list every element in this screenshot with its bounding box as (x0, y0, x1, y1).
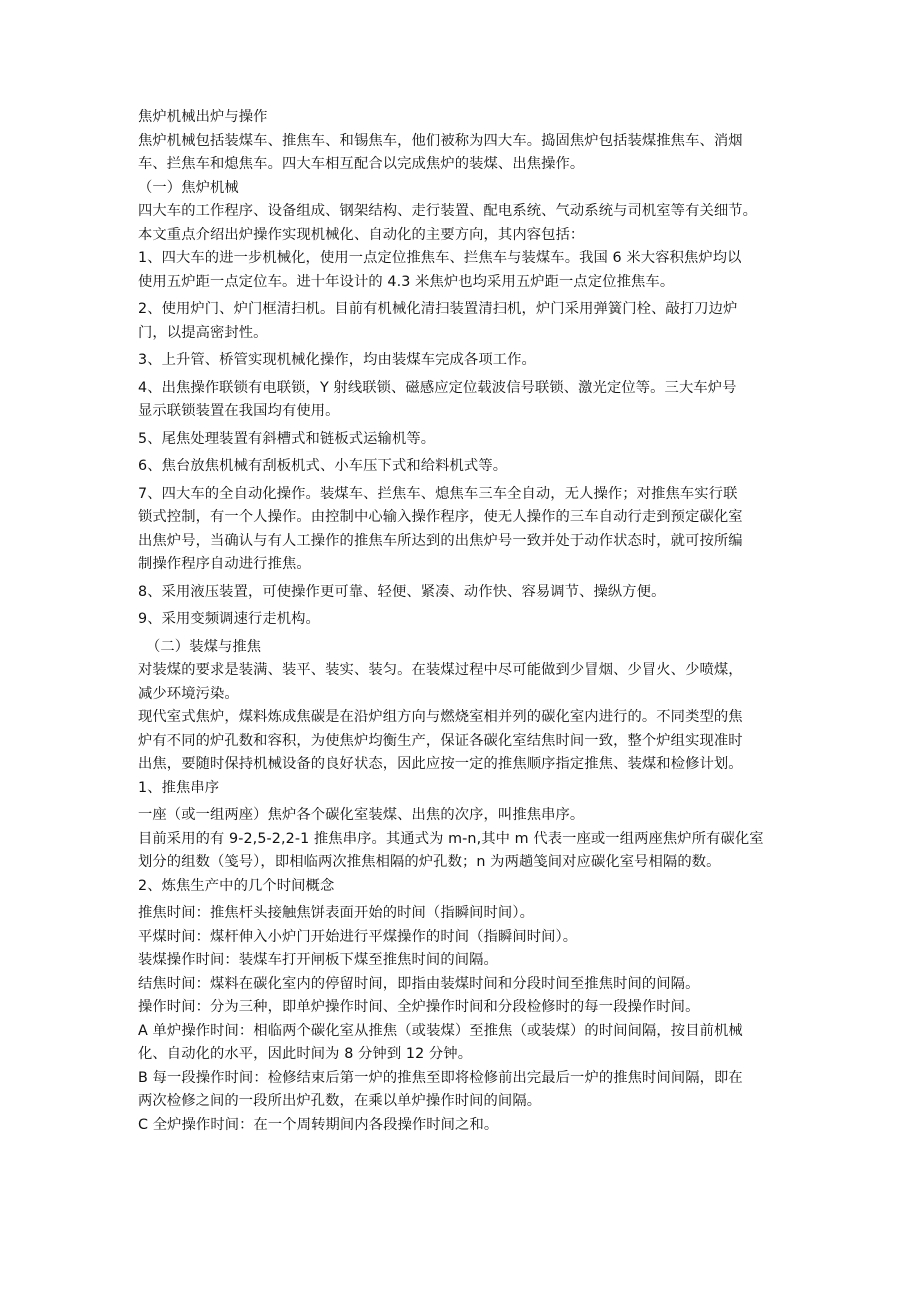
section-heading: （二）装煤与推焦 (146, 638, 262, 655)
document-page (138, 106, 798, 1137)
paragraph-line: C 全炉操作时间：在一个周转期间内各段操作时间之和。 (138, 1116, 499, 1133)
subsection-heading: 2、炼焦生产中的几个时间概念 (138, 877, 335, 894)
list-item-line: 制操作程序自动进行推焦。 (138, 556, 311, 572)
list-item-line: 7、四大车的全自动化操作。装煤车、拦焦车、熄焦车三车全自动，无人操作；对推焦车实行联 (138, 485, 738, 502)
list-item-line: 5、尾焦处理装置有斜槽式和链板式运输机等。 (138, 430, 436, 447)
paragraph-line: B 每一段操作时间：检修结束后第一炉的推焦至即将检修前出完最后一炉的推焦时间间隔，即在 (138, 1069, 743, 1086)
paragraph-line: 现代室式焦炉，煤料炼成焦碳是在沿炉组方向与燃烧室相并列的碳化室内进行的。不同类型的焦 (138, 709, 743, 725)
list-item-line: 锁式控制，有一个人操作。由控制中心输入操作程序，使无人操作的三车自动行走到预定碳化室 (138, 509, 743, 525)
paragraph-line: 一座（或一组两座）焦炉各个碳化室装煤、出焦的次序，叫推焦串序。 (138, 807, 585, 823)
paragraph-line: 划分的组数（笺号），即相临两次推焦相隔的炉孔数；n 为两趟笺间对应碳化室号相隔的数。 (138, 854, 721, 870)
paragraph-line: 出焦，要随时保持机械设备的良好状态，因此应按一定的推焦顺序指定推焦、装煤和检修计划。 (138, 756, 743, 772)
paragraph-line: 焦炉机械包括装煤车、推焦车、和锡焦车，他们被称为四大车。捣固焦炉包括装煤推焦车、消烟 (138, 132, 743, 149)
list-item-line: 6、焦台放焦机械有刮板机式、小车压下式和给料机式等。 (138, 458, 508, 474)
paragraph-line: 炉有不同的炉孔数和容积，为使焦炉均衡生产，保证各碳化室结焦时间一致，整个炉组实现准时 (138, 732, 743, 749)
list-item-line: 4、出焦操作联锁有电联锁，Y 射线联锁、磁感应定位载波信号联锁、激光定位等。三大车炉号 (138, 379, 737, 396)
paragraph-line: 减少环境污染。 (138, 685, 239, 702)
paragraph-line: 对装煤的要求是装满、装平、装实、装匀。在装煤过程中尽可能做到少冒烟、少冒火、少喷煤， (138, 662, 743, 678)
list-item-line: 1、四大车的进一步机械化，使用一点定位推焦车、拦焦车与装煤车。我国 6 米大容积焦炉均以 (138, 250, 742, 266)
list-item-line: 9、采用变频调速行走机构。 (138, 611, 320, 627)
paragraph-line: 化、自动化的水平，因此时间为 8 分钟到 12 分钟。 (138, 1046, 473, 1062)
document-title: 焦炉机械出炉与操作 (138, 109, 268, 125)
list-item-line: 8、采用液压装置，可使操作更可靠、轻便、紧凑、动作快、容易调节、操纵方便。 (138, 583, 666, 600)
list-item-line: 显示联锁装置在我国均有使用。 (138, 403, 340, 419)
paragraph-line: 平煤时间：煤杆伸入小炉门开始进行平煤操作的时间（指瞬间时间）。 (138, 928, 578, 945)
list-item-line: 3、上升管、桥管实现机械化操作，均由装煤车完成各项工作。 (138, 352, 536, 368)
list-item-line: 2、使用炉门、炉门框清扫机。目前有机械化清扫装置清扫机，炉门采用弹簧门栓、敲打刀边炉 (138, 301, 738, 317)
paragraph-line: 四大车的工作程序、设备组成、钢架结构、走行装置、配电系统、气动系统与司机室等有关细节。 (138, 203, 758, 219)
paragraph-line: 操作时间：分为三种，即单炉操作时间、全炉操作时间和分段检修时的每一段操作时间。 (138, 999, 700, 1015)
list-item-line: 门，以提高密封性。 (138, 324, 268, 341)
paragraph-line: 车、拦焦车和熄焦车。四大车相互配合以完成焦炉的装煤、出焦操作。 (138, 156, 585, 172)
list-item-line: 使用五炉距一点定位车。进十年设计的 4.3 米焦炉也均采用五炉距一点定位推焦车。 (138, 273, 675, 290)
paragraph-line: 目前采用的有 9-2,5-2,2-1 推焦串序。其通式为 m-n,其中 m 代表一座或一组两座焦炉所有碳化室 (138, 830, 764, 847)
list-item-line: 出焦炉号，当确认与有人工操作的推焦车所达到的出焦炉号一致并处于动作状态时，就可按所编 (138, 532, 743, 549)
paragraph-line: 两次检修之间的一段所出炉孔数，在乘以单炉操作时间的间隔。 (138, 1093, 542, 1109)
subsection-heading: 1、推焦串序 (138, 779, 220, 796)
section-heading: （一）焦炉机械 (138, 179, 239, 196)
paragraph-line: 结焦时间：煤料在碳化室内的停留时间，即指由装煤时间和分段时间至推焦时间的间隔。 (138, 975, 700, 992)
paragraph-line: 装煤操作时间：装煤车打开闸板下煤至推焦时间的间隔。 (138, 952, 498, 968)
paragraph-line: A 单炉操作时间：相临两个碳化室从推焦（或装煤）至推焦（或装煤）的时间间隔，按目前机械 (138, 1022, 743, 1039)
paragraph-line: 本文重点介绍出炉操作实现机械化、自动化的主要方向，其内容包括： (138, 226, 585, 243)
paragraph-line: 推焦时间：推焦杆头接触焦饼表面开始的时间（指瞬间时间）。 (138, 905, 534, 921)
